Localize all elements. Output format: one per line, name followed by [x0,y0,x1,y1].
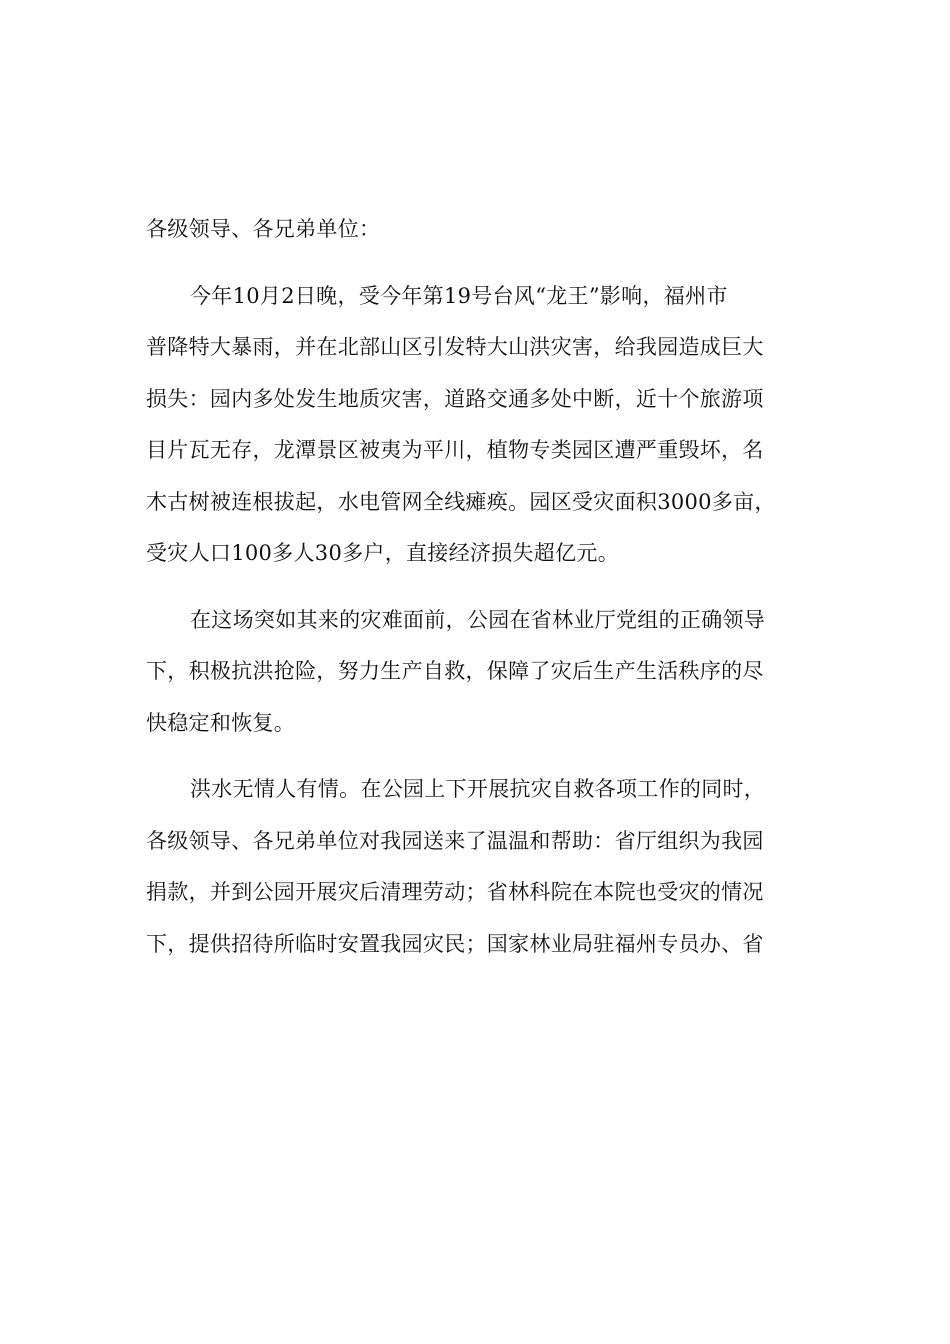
paragraph-3 [146,764,811,970]
text-line: 快稳定和恢复。 [146,710,296,735]
text-line: 损失：园内多处发生地质灾害，道路交通多处中断，近十个旅游项 [146,386,764,411]
text-line: 下，积极抗洪抢险，努力生产自救，保障了灾后生产生活秩序的尽 [146,659,764,683]
text-line: 今年10月2日晚，受今年第19号台风“龙王”影响，福州市 [190,283,728,308]
text-line: 目片瓦无存，龙潭景区被夷为平川，植物专类园区遭严重毁坏，名 [146,438,764,462]
paragraph-2 [146,595,811,750]
text-line: 洪水无情人有情。在公园上下开展抗灾自救各项工作的同时， [190,777,766,801]
text-line: 捐款，并到公园开展灾后清理劳动；省林科院在本院也受灾的情况 [146,880,764,904]
text-line: 普降特大暴雨，并在北部山区引发特大山洪灾害，给我园造成巨大 [146,335,764,359]
text-line: 木古树被连根拔起，水电管网全线瘫痪。园区受灾面积3000多亩， [146,489,776,514]
paragraph-1 [146,271,811,580]
text-line: 各级领导、各兄弟单位对我园送来了温温和帮助：省厅组织为我园 [146,828,764,853]
salutation [146,204,811,256]
text-line: 受灾人口100多人30多户，直接经济损失超亿元。 [146,541,620,565]
text-line: 在这场突如其来的灾难面前，公园在省林业厅党组的正确领导 [190,607,766,632]
letter-body [146,204,811,970]
text-line: 各级领导、各兄弟单位： [146,217,381,241]
text-line: 下，提供招待所临时安置我园灾民；国家林业局驻福州专员办、省 [146,931,764,956]
